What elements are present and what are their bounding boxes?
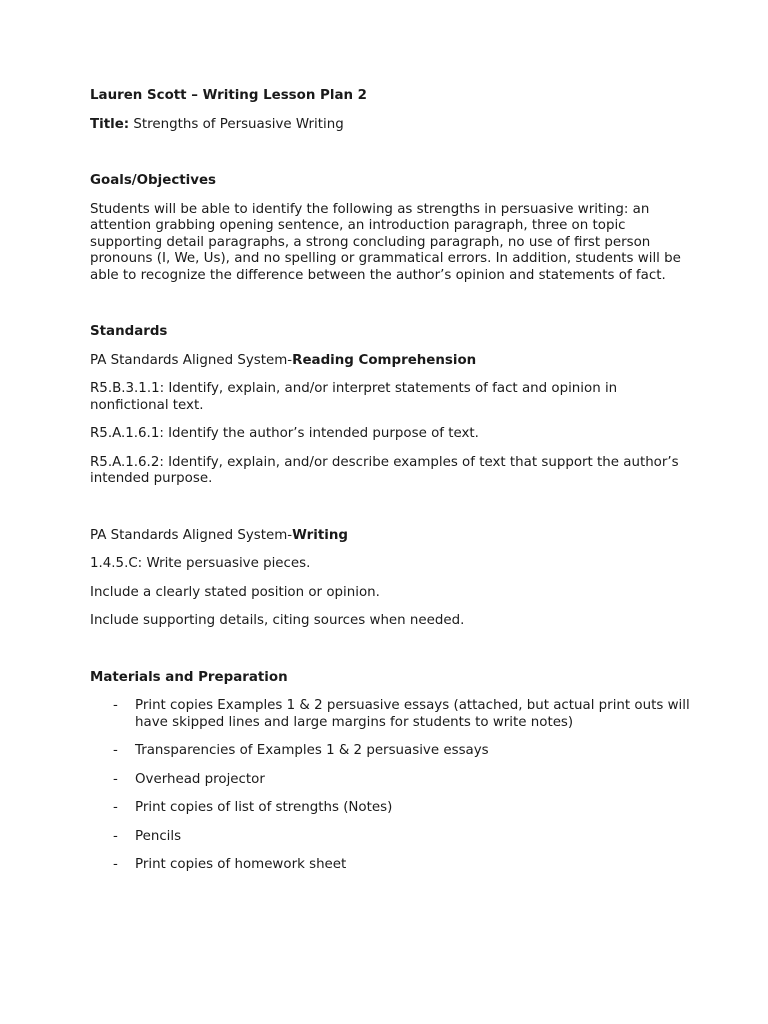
list-item-text: Print copies Examples 1 & 2 persuasive essays (attached, but actual print outs will have skipped lines and large margins for students to write notes) bbox=[135, 698, 690, 730]
list-item-text: Overhead projector bbox=[135, 771, 265, 787]
document-page bbox=[90, 88, 690, 886]
title-label: Title: bbox=[90, 116, 130, 132]
writing-standard-item: Include supporting details, citing sources when needed. bbox=[90, 613, 465, 628]
writing-standards-line bbox=[90, 528, 690, 545]
reading-standards-label: Reading Comprehension bbox=[292, 352, 477, 368]
standards-heading: Standards bbox=[90, 324, 168, 339]
materials-list bbox=[90, 698, 690, 874]
writing-standards-prefix: PA Standards Aligned System- bbox=[90, 527, 293, 543]
bullet-dash: - bbox=[113, 857, 118, 872]
reading-standards-prefix: PA Standards Aligned System- bbox=[90, 352, 293, 368]
title-line bbox=[90, 117, 690, 134]
list-item bbox=[90, 772, 690, 789]
list-item bbox=[90, 743, 690, 760]
list-item bbox=[90, 800, 690, 817]
bullet-dash: - bbox=[113, 743, 118, 758]
bullet-dash: - bbox=[113, 698, 118, 713]
reading-standard-item: R5.A.1.6.1: Identify the author’s intended purpose of text. bbox=[90, 426, 479, 441]
list-item-text: Print copies of homework sheet bbox=[135, 857, 347, 872]
reading-standard-item: R5.A.1.6.2: Identify, explain, and/or describe examples of text that support the author’s intended purpose. bbox=[90, 454, 679, 486]
writing-standards-label: Writing bbox=[292, 527, 348, 543]
goals-paragraph: Students will be able to identify the following as strengths in persuasive writing: an attention grabbing opening sentence, an introduction paragraph, three on topic supporting detail paragraphs, a strong concluding paragraph, no use of first person pronouns (I, We, Us), and no spelling or grammatical errors. In addition, students will be able to recognize the difference between the author’s opinion and statements of fact. bbox=[90, 201, 681, 283]
list-item bbox=[90, 857, 690, 874]
list-item-text: Print copies of list of strengths (Notes) bbox=[135, 800, 393, 815]
list-item-text: Pencils bbox=[135, 828, 182, 844]
reading-standards-line bbox=[90, 353, 690, 370]
bullet-dash: - bbox=[113, 800, 118, 815]
list-item bbox=[90, 829, 690, 846]
title-value: Strengths of Persuasive Writing bbox=[133, 116, 344, 132]
reading-standard-item: R5.B.3.1.1: Identify, explain, and/or interpret statements of fact and opinion in nonfictional text. bbox=[90, 381, 618, 413]
list-item-text: Transparencies of Examples 1 & 2 persuasive essays bbox=[135, 743, 489, 758]
bullet-dash: - bbox=[113, 771, 118, 787]
bullet-dash: - bbox=[113, 828, 118, 844]
writing-standard-item: Include a clearly stated position or opinion. bbox=[90, 584, 380, 600]
document-heading: Lauren Scott – Writing Lesson Plan 2 bbox=[90, 88, 367, 103]
list-item bbox=[90, 698, 690, 731]
materials-heading: Materials and Preparation bbox=[90, 669, 288, 685]
writing-standard-item: 1.4.5.C: Write persuasive pieces. bbox=[90, 556, 311, 571]
goals-heading: Goals/Objectives bbox=[90, 173, 217, 188]
